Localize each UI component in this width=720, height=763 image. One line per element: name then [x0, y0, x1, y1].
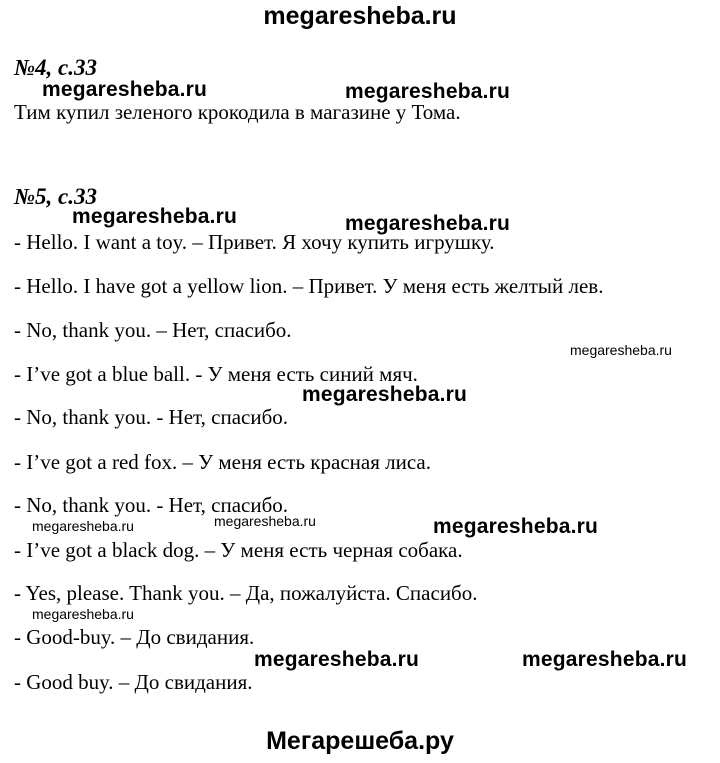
watermark: megaresheba.ru	[72, 205, 238, 228]
site-header: megaresheba.ru	[263, 2, 457, 30]
watermark: megaresheba.ru	[254, 648, 420, 671]
dialogue-line: - No, thank you. – Нет, спасибо.	[14, 318, 292, 342]
watermark: megaresheba.ru	[345, 212, 511, 235]
dialogue-line: - Good-buy. – До свидания.	[14, 625, 255, 649]
watermark: megaresheba.ru	[32, 518, 134, 534]
task-4-answer: Тим купил зеленого крокодила в магазине у Тома.	[14, 100, 461, 124]
dialogue-line: - I’ve got a red fox. – У меня есть красная лиса.	[14, 450, 431, 474]
dialogue-line: - No, thank you. - Нет, спасибо.	[14, 493, 289, 517]
dialogue-line: - I’ve got a black dog. – У меня есть черная собака.	[14, 538, 463, 562]
dialogue-line: - Good buy. – До свидания.	[14, 670, 253, 694]
watermark: megaresheba.ru	[433, 515, 599, 538]
dialogue-line: - No, thank you. - Нет, спасибо.	[14, 405, 289, 429]
dialogue-line: - I’ve got a blue ball. - У меня есть синий мяч.	[14, 362, 418, 386]
dialogue-line: - Hello. I have got a yellow lion. – Привет. У меня есть желтый лев.	[14, 274, 604, 298]
watermark: megaresheba.ru	[42, 78, 208, 101]
dialogue-line: - Yes, please. Thank you. – Да, пожалуйста. Спасибо.	[14, 581, 478, 605]
task-5-heading: №5, с.33	[14, 184, 98, 209]
watermark: megaresheba.ru	[214, 513, 316, 529]
dialogue-line: - Hello. I want a toy. – Привет. Я хочу купить игрушку.	[14, 230, 495, 254]
watermark: megaresheba.ru	[570, 342, 672, 358]
watermark: megaresheba.ru	[32, 606, 134, 622]
watermark: megaresheba.ru	[522, 648, 688, 671]
site-footer: Мегарешеба.ру	[266, 727, 454, 755]
task-4-heading: №4, с.33	[14, 55, 98, 80]
watermark: megaresheba.ru	[345, 80, 511, 103]
watermark: megaresheba.ru	[302, 383, 468, 406]
